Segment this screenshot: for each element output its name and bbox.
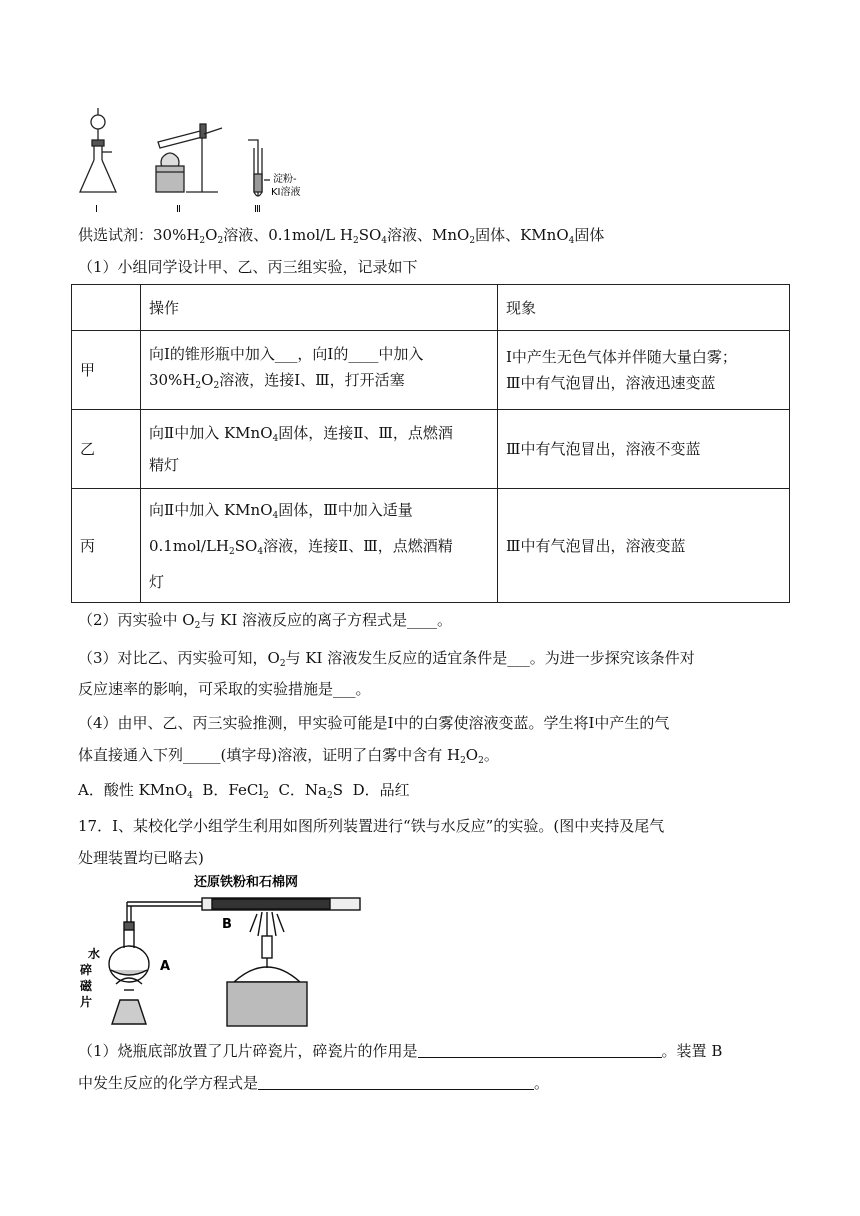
- answer-blank[interactable]: [258, 1075, 534, 1090]
- question-17-1-line-2: 中发生反应的化学方程式是 。: [78, 1074, 550, 1092]
- answer-options: [78, 780, 410, 806]
- reagent-label-starch: 淀粉-: [273, 174, 297, 185]
- apparatus-figure-1: [72, 104, 332, 216]
- operation-cell: 向Ⅰ的锥形瓶中加入___，向Ⅰ的____中加入 $30\%H_2O_2$溶液，连接Ⅰ、Ⅲ，打开活塞: [141, 331, 498, 410]
- question-1-intro: （1）小组同学设计甲、乙、丙三组实验，记录如下: [78, 258, 418, 276]
- question-17-1-line-1: （1）烧瓶底部放置了几片碎瓷片，碎瓷片的作用是 。装置 B: [78, 1042, 723, 1060]
- table-header-cell: 操作: [141, 285, 498, 331]
- table-row: [72, 331, 790, 410]
- group-cell: 乙: [72, 410, 141, 489]
- option-a: A．酸性 KMnO$_4$: [78, 781, 193, 801]
- answer-blank[interactable]: [418, 1043, 662, 1058]
- table-row: [72, 489, 790, 603]
- figure2-label-b: B: [222, 917, 232, 932]
- question-17-line-2: 处理装置均已略去): [78, 849, 204, 867]
- apparatus-1-drawing: [80, 108, 116, 192]
- option-b: B．FeCl$_2$: [202, 781, 269, 801]
- reagent-label-ki: KI溶液: [271, 187, 301, 198]
- figure2-top-label: 还原铁粉和石棉网: [194, 875, 299, 890]
- question-3-line-2: 反应速率的影响，可采取的实验措施是___。: [78, 680, 371, 698]
- apparatus-3-label: Ⅲ: [254, 204, 261, 215]
- question-4-line-1: （4）由甲、乙、丙三实验推测，甲实验可能是Ⅰ中的白雾使溶液变蓝。学生将Ⅰ中产生的气: [78, 714, 670, 732]
- apparatus-1-label: Ⅰ: [95, 204, 98, 215]
- reagents-line: 供选试剂：$30\%H_2O_2$溶液、0.1mol/L $H_2SO_4$溶液、MnO$_2$固体、KMnO$_4$固体: [78, 226, 605, 246]
- question-4-line-2: 体直接通入下列_____(填字母)溶液，证明了白雾中含有 $H_2O_2$。: [78, 746, 499, 766]
- question-3-line-1: （3）对比乙、丙实验可知，$O_2$与 KI 溶液发生反应的适宜条件是___。为进一步探究该条件对: [78, 649, 695, 669]
- option-c: C．$Na_2S$: [278, 781, 344, 801]
- question-17-line-1: 17．Ⅰ、某校化学小组学生利用如图所列装置进行“铁与水反应”的实验。(图中夹持及尾气: [78, 817, 665, 835]
- apparatus-2-label: Ⅱ: [176, 204, 181, 215]
- table-header-cell: [72, 285, 141, 331]
- experiment-table: [71, 284, 790, 603]
- group-cell: 丙: [72, 489, 141, 603]
- operation-cell: 向Ⅱ中加入 KMnO$_4$固体，Ⅲ中加入适量 $0.1mol/LH_2SO_4$溶液，连接Ⅱ、Ⅲ，点燃酒精 灯: [141, 489, 498, 603]
- table-header-cell: 现象: [498, 285, 790, 331]
- figure2-label-chip-1: 碎: [80, 963, 93, 977]
- phenomenon-cell: Ⅲ中有气泡冒出，溶液不变蓝: [498, 410, 790, 489]
- apparatus-3-drawing: [248, 140, 270, 196]
- table-header-row: [72, 285, 790, 331]
- figure2-label-a: A: [160, 959, 171, 974]
- figure2-label-chip-3: 片: [80, 995, 93, 1009]
- phenomenon-cell: Ⅰ中产生无色气体并伴随大量白雾； Ⅲ中有气泡冒出，溶液迅速变蓝: [498, 331, 790, 410]
- apparatus-figure-2: [72, 872, 372, 1032]
- apparatus-2-drawing: [156, 124, 222, 192]
- option-d: D．品红: [352, 781, 410, 799]
- table-row: [72, 410, 790, 489]
- group-cell: 甲: [72, 331, 141, 410]
- figure2-label-chip-2: 磁: [80, 979, 93, 993]
- figure2-label-water: 水: [88, 947, 101, 961]
- question-2: （2）丙实验中 $O_2$与 KI 溶液反应的离子方程式是____。: [78, 611, 453, 631]
- operation-cell: 向Ⅱ中加入 KMnO$_4$固体，连接Ⅱ、Ⅲ，点燃酒 精灯: [141, 410, 498, 489]
- phenomenon-cell: Ⅲ中有气泡冒出，溶液变蓝: [498, 489, 790, 603]
